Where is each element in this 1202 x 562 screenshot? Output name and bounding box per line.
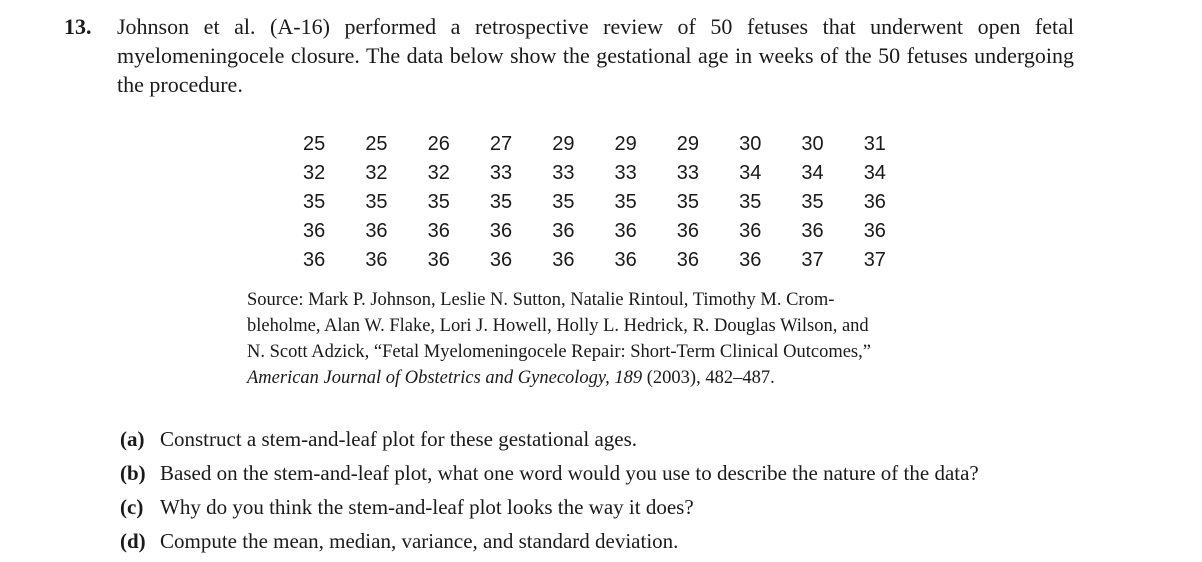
data-cell: 37: [801, 249, 824, 271]
data-cell: 29: [552, 133, 575, 155]
data-cell: 26: [427, 133, 450, 155]
data-cell: 31: [863, 133, 886, 155]
problem-statement: [64, 12, 1074, 99]
data-cell: 36: [863, 191, 886, 213]
source-line-1: Source: Mark P. Johnson, Leslie N. Sutton, Natalie Rintoul, Timothy M. Crom-: [247, 290, 835, 310]
part-label: (a): [120, 427, 145, 451]
part-b: [120, 456, 979, 490]
source-citation: [247, 287, 947, 391]
data-cell: 36: [365, 220, 388, 242]
source-line-2: bleholme, Alan W. Flake, Lori J. Howell, Holly L. Hedrick, R. Douglas Wilson, and: [247, 316, 869, 336]
source-line-4: [247, 365, 947, 391]
data-cell: 32: [427, 162, 450, 184]
data-row: [283, 130, 906, 159]
data-cell: 33: [489, 162, 513, 184]
data-cell: 36: [739, 249, 762, 271]
source-line-3: N. Scott Adzick, “Fetal Myelomeningocele Repair: Short-Term Clinical Outcomes,”: [247, 342, 871, 362]
part-text: Based on the stem-and-leaf plot, what one word would you use to describe the nature of the data?: [160, 461, 979, 485]
data-cell: 34: [739, 162, 762, 184]
part-label: (b): [120, 461, 146, 485]
data-cell: 35: [427, 191, 450, 213]
data-cell: 33: [552, 162, 575, 184]
data-row: [283, 159, 906, 188]
data-cell: 35: [303, 191, 326, 213]
data-cell: 36: [427, 249, 450, 271]
journal-title: American Journal of Obstetrics and Gynecology, 189: [247, 368, 643, 388]
data-cell: 35: [552, 191, 575, 213]
data-cell: 36: [489, 249, 513, 271]
data-cell: 33: [614, 162, 637, 184]
data-cell: 36: [489, 220, 513, 242]
data-cell: 35: [739, 191, 762, 213]
part-a: [120, 422, 979, 456]
data-cell: 36: [676, 220, 700, 242]
part-text: Construct a stem-and-leaf plot for these gestational ages.: [160, 427, 638, 451]
data-cell: 36: [739, 220, 762, 242]
data-cell: 36: [427, 220, 450, 242]
part-c: [120, 490, 979, 524]
data-cell: 36: [303, 220, 326, 242]
data-cell: 30: [739, 133, 762, 155]
data-cell: 36: [365, 249, 388, 271]
data-cell: 32: [365, 162, 388, 184]
data-row: [283, 246, 906, 275]
gestational-age-table: [283, 130, 906, 275]
question-parts: [120, 422, 979, 558]
data-cell: 34: [863, 162, 886, 184]
data-cell: 30: [801, 133, 824, 155]
citation-tail: (2003), 482–487.: [642, 368, 775, 388]
data-cell: 29: [676, 133, 700, 155]
data-cell: 25: [365, 133, 388, 155]
part-text: Why do you think the stem-and-leaf plot looks the way it does?: [160, 495, 694, 519]
data-cell: 35: [365, 191, 388, 213]
data-cell: 32: [303, 162, 326, 184]
data-cell: 29: [614, 133, 637, 155]
data-cell: 36: [801, 220, 824, 242]
data-cell: 35: [676, 191, 700, 213]
data-cell: 33: [676, 162, 700, 184]
data-cell: 36: [303, 249, 326, 271]
part-label: (c): [120, 495, 144, 519]
data-cell: 35: [801, 191, 824, 213]
part-d: [120, 524, 979, 558]
problem-text: Johnson et al. (A-16) performed a retrospective review of 50 fetuses that underwent open fetal myelomeningocele closure. The data below show the gestational age in weeks of the 50 fetuses undergoing the procedure.: [117, 14, 1074, 97]
data-cell: 35: [614, 191, 637, 213]
data-cell: 36: [552, 220, 575, 242]
data-cell: 34: [801, 162, 824, 184]
data-cell: 36: [614, 220, 637, 242]
data-cell: 36: [676, 249, 700, 271]
data-cell: 36: [614, 249, 637, 271]
data-cell: 37: [863, 249, 886, 271]
data-cell: 36: [863, 220, 886, 242]
part-label: (d): [120, 529, 146, 553]
data-row: [283, 188, 906, 217]
data-cell: 27: [489, 133, 513, 155]
problem-number: 13.: [64, 14, 92, 39]
data-cell: 25: [303, 133, 326, 155]
data-cell: 36: [552, 249, 575, 271]
part-text: Compute the mean, median, variance, and standard deviation.: [160, 529, 679, 553]
data-table-body: [283, 130, 906, 275]
data-cell: 35: [489, 191, 513, 213]
data-row: [283, 217, 906, 246]
